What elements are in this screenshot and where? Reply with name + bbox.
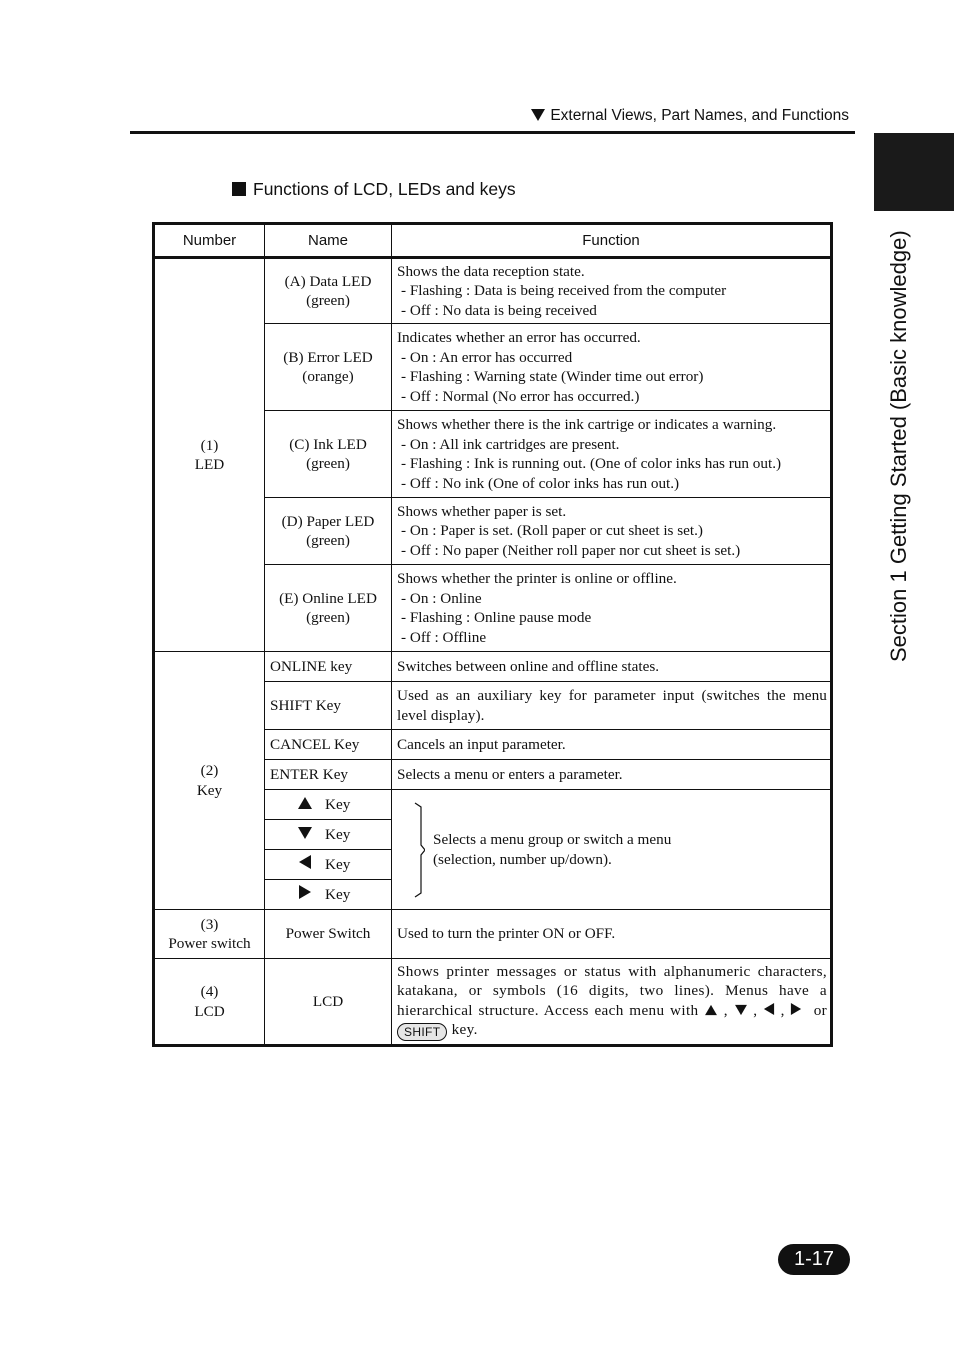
function-cell <box>392 565 832 652</box>
number-cell-lcd <box>154 959 265 1046</box>
number-label: Key <box>196 781 223 799</box>
name-label: (A) Data LED <box>284 272 372 290</box>
function-line: - Off : No data is being received <box>401 301 597 319</box>
function-line: Shows whether paper is set. <box>397 502 567 520</box>
name-cell <box>265 498 392 565</box>
name-cell: ENTER Key <box>265 760 392 790</box>
function-cell <box>392 959 832 1046</box>
function-cell: Used to turn the printer ON or OFF. <box>392 910 832 959</box>
column-header: Name <box>265 224 392 258</box>
function-line: (selection, number up/down). <box>433 850 612 868</box>
number-label: Power switch <box>168 935 251 952</box>
right-arrow-icon <box>791 1003 801 1015</box>
name-label: (green) <box>306 532 350 549</box>
function-cell: Switches between online and offline states. <box>392 652 832 682</box>
name-label: (green) <box>306 292 350 309</box>
column-header: Function <box>392 224 832 258</box>
section-tab <box>874 133 954 211</box>
function-line: - On : Online <box>401 589 482 607</box>
name-label: (green) <box>306 609 350 626</box>
function-line: - Flashing : Data is being received from the computer <box>401 282 727 300</box>
section-heading <box>232 179 516 200</box>
separator: , <box>723 1001 728 1019</box>
function-line: - On : An error has occurred <box>401 348 573 366</box>
brace-icon <box>413 801 425 899</box>
key-label: Key <box>325 885 351 903</box>
function-cell: Cancels an input parameter. <box>392 730 832 760</box>
function-cell: Used as an auxiliary key for parameter input (switches the menu level display). <box>392 682 832 730</box>
function-text: key. <box>451 1021 478 1039</box>
number-label: (4) <box>200 983 219 1000</box>
name-cell <box>265 790 392 820</box>
function-line: - On : All ink cartridges are present. <box>401 435 620 453</box>
up-arrow-icon <box>298 797 312 809</box>
function-line: Shows whether there is the ink cartrige or indicates a warning. <box>397 416 777 433</box>
name-cell <box>265 880 392 910</box>
separator: , <box>780 1001 785 1019</box>
separator: , <box>753 1001 758 1019</box>
key-label: Key <box>325 825 351 843</box>
function-line: Shows whether the printer is online or offline. <box>397 570 677 587</box>
triangle-down-icon <box>531 109 545 121</box>
function-line: - Off : No paper (Neither roll paper nor cut sheet is set.) <box>401 541 741 559</box>
function-cell <box>392 498 832 565</box>
function-line: - Off : Normal (No error has occurred.) <box>401 387 640 405</box>
name-label: (C) Ink LED <box>289 435 367 453</box>
function-line: - Flashing : Warning state (Winder time out error) <box>401 368 704 385</box>
function-cell <box>392 324 832 411</box>
name-label: (E) Online LED <box>279 589 377 607</box>
table-row <box>154 959 832 1046</box>
name-cell: CANCEL Key <box>265 730 392 760</box>
function-line: Indicates whether an error has occurred. <box>397 329 641 346</box>
page-number: 1-17 <box>778 1244 850 1275</box>
section-heading-label: Functions of LCD, LEDs and keys <box>253 179 516 199</box>
left-arrow-icon <box>299 855 311 869</box>
function-cell-arrows <box>392 790 832 910</box>
side-section-title: Section 1 Getting Started (Basic knowledge) <box>886 230 911 662</box>
function-line: - Flashing : Online pause mode <box>401 609 592 626</box>
number-label: (3) <box>200 915 219 933</box>
name-cell <box>265 411 392 498</box>
name-cell <box>265 324 392 411</box>
column-header: Number <box>154 224 265 258</box>
function-line: - Flashing : Ink is running out. (One of color inks has run out.) <box>401 455 782 472</box>
name-cell: Power Switch <box>265 910 392 959</box>
name-cell <box>265 565 392 652</box>
name-cell <box>265 820 392 850</box>
name-cell: SHIFT Key <box>265 682 392 730</box>
function-cell <box>392 411 832 498</box>
key-label: Key <box>325 855 351 873</box>
header-rule <box>130 131 855 134</box>
function-line: Selects a menu group or switch a menu <box>433 831 672 848</box>
number-cell-key <box>154 652 265 910</box>
number-label: LED <box>194 456 225 473</box>
name-cell: LCD <box>265 959 392 1046</box>
name-label: (B) Error LED <box>283 348 373 366</box>
running-header-label: External Views, Part Names, and Functions <box>550 107 849 124</box>
table-row <box>154 652 832 682</box>
shift-key-icon: SHIFT <box>397 1023 447 1041</box>
running-header <box>531 107 849 125</box>
number-label: LCD <box>194 1002 225 1020</box>
function-cell: Selects a menu or enters a parameter. <box>392 760 832 790</box>
down-arrow-icon <box>735 1005 747 1015</box>
name-label: (orange) <box>302 368 354 385</box>
number-cell-power <box>154 910 265 959</box>
function-cell <box>392 258 832 324</box>
key-label: Key <box>325 795 351 813</box>
number-label: (2) <box>200 762 219 779</box>
square-bullet-icon <box>232 182 246 196</box>
name-cell <box>265 258 392 324</box>
function-text: Shows printer messages or status with alphanumeric characters, katakana, or symbols (16 digits, two lines). Menus have a hierarchical structure. Access each menu with <box>397 962 827 1019</box>
down-arrow-icon <box>298 827 312 839</box>
number-label: (1) <box>200 436 219 454</box>
number-cell-led <box>154 258 265 652</box>
right-arrow-icon <box>299 885 311 899</box>
function-line: - Off : Offline <box>401 628 487 646</box>
up-arrow-icon <box>705 1005 717 1015</box>
name-cell <box>265 850 392 880</box>
table-row <box>154 910 832 959</box>
or-word: or <box>813 1001 828 1019</box>
function-line: Shows the data reception state. <box>397 262 585 280</box>
left-arrow-icon <box>764 1003 774 1015</box>
function-line: - Off : No ink (One of color inks has run out.) <box>401 474 680 492</box>
table-row <box>154 258 832 324</box>
name-label: (D) Paper LED <box>281 512 375 530</box>
name-cell: ONLINE key <box>265 652 392 682</box>
table-header-row <box>154 224 832 258</box>
function-line: - On : Paper is set. (Roll paper or cut sheet is set.) <box>401 522 703 540</box>
name-label: (green) <box>306 455 350 472</box>
functions-table <box>152 222 833 1047</box>
